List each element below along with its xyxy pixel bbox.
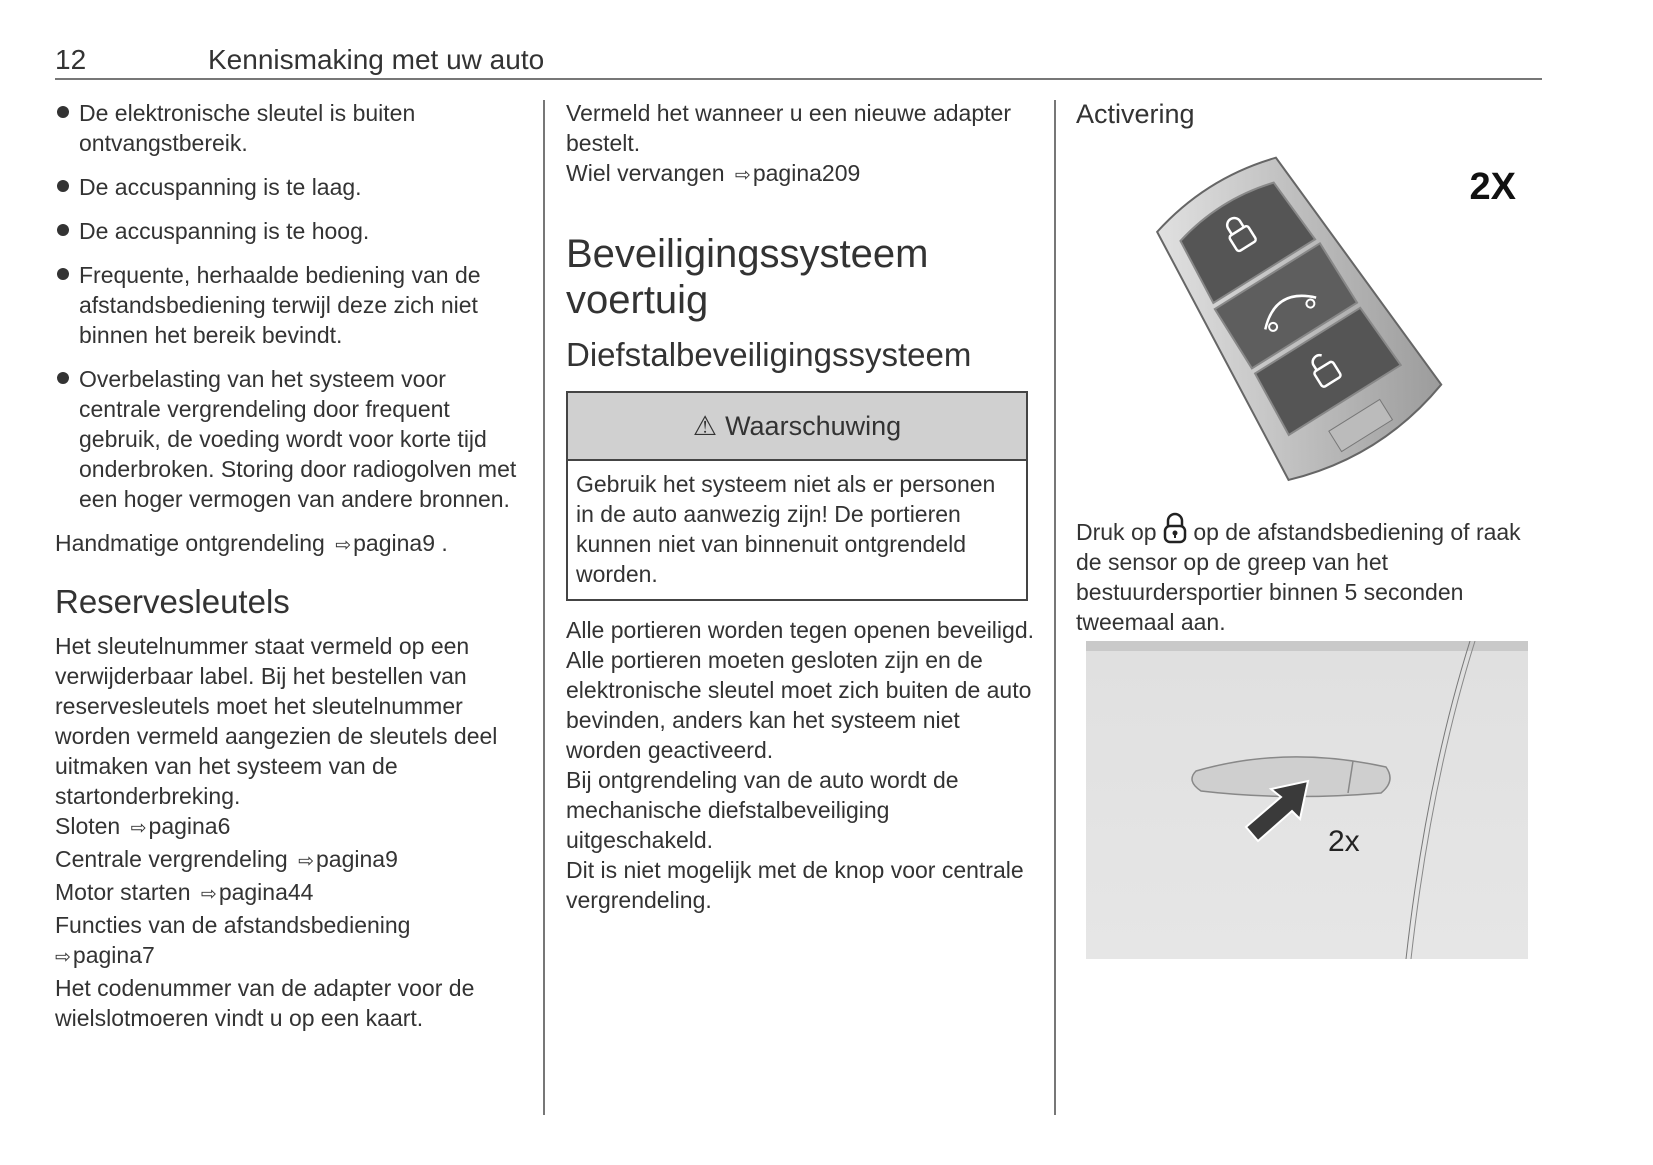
reserve-paragraph: Het sleutelnummer staat vermeld op een verwijderbaar label. Bij het bestellen van reservesleutels moet het sleutelnummer worden vermeld aangezien de sleutels deel uitmaken van het systeem van de startonderbreking. [55,633,498,809]
paragraph: Bij ontgrendeling van de auto wordt de mechanische diefstalbeveiliging uitgeschakeld. [566,767,959,853]
paragraph: Alle portieren worden tegen openen beveiligd. [566,617,1034,643]
warning-body: Gebruik het systeem niet als er personen in de auto aanwezig zijn! De portieren kunnen niet van binnenuit ontgrendeld worden. [576,471,996,587]
page-header [55,42,1542,80]
list-item: De accuspanning is te hoog. [55,216,525,246]
arrow-right-icon: ⇨ [55,947,71,968]
warning-triangle-icon: ⚠ [692,411,718,441]
page-link[interactable]: pagina209 [752,160,861,186]
column-3 [1076,98,1546,959]
arrow-right-icon: ⇨ [335,535,352,556]
press-twice-label: 2x [1328,825,1360,858]
section-heading-reservesleutels: Reservesleutels [55,583,290,620]
arrow-right-icon: ⇨ [200,884,217,905]
page-number: 12 [55,44,87,75]
wheel-reference[interactable]: Wiel vervangen ⇨pagina209 [566,160,861,186]
door-handle-illustration [1086,641,1528,959]
paragraph: Dit is niet mogelijk met de knop voor centrale vergrendeling. [566,857,1024,913]
cross-reference[interactable]: Functies van de afstandsbediening ⇨pagina7 [55,912,411,968]
cross-reference[interactable]: Sloten ⇨pagina6 [55,813,231,839]
adapter-paragraph-continued: Vermeld het wanneer u een nieuwe adapter bestelt. [566,100,1011,156]
page-link[interactable]: pagina9 [353,530,435,556]
key-fob-icon [1116,152,1476,492]
cross-reference[interactable]: Centrale vergrendeling ⇨pagina9 [55,846,398,872]
chapter-heading: Beveiligingssysteem voertuig [566,232,929,322]
arrow-right-icon: ⇨ [734,165,751,186]
column-2 [566,98,1036,915]
page-link[interactable]: pagina7 [72,942,155,968]
list-item: De accuspanning is te laag. [55,172,525,202]
section-heading-diefstal: Diefstalbeveiligingssysteem [566,336,972,373]
arrow-right-icon: ⇨ [298,851,315,872]
page-link[interactable]: pagina6 [148,813,231,839]
activation-instruction: Druk op op de afstandsbediening of raak de sensor op de greep van het bestuurdersportier binnen 5 seconden tweemaal aan. [1076,512,1546,637]
column-divider [543,100,545,1115]
section-title: Kennismaking met uw auto [208,44,545,75]
door-handle-icon [1086,641,1528,959]
warning-box [566,391,1028,601]
list-item: De elektronische sleutel is buiten ontvangstbereik. [55,98,525,158]
page-link[interactable]: pagina9 [316,846,398,872]
page-link[interactable]: pagina44 [218,879,314,905]
arrow-right-icon: ⇨ [130,818,147,839]
paragraph: Alle portieren moeten gesloten zijn en de elektronische sleutel moet zich buiten de auto bevinden, anders kan het systeem niet worden geactiveerd. [566,647,1032,763]
press-twice-label: 2X [1469,166,1516,208]
manual-unlock-reference[interactable]: Handmatige ontgrendeling ⇨pagina9 . [55,530,448,556]
section-heading-activering: Activering [1076,99,1195,129]
list-item: Frequente, herhaalde bediening van de afstandsbediening terwijl deze zich niet binnen het bereik bevindt. [55,260,525,350]
fault-list [55,98,525,514]
warning-title: Waarschuwing [725,411,902,441]
list-item: Overbelasting van het systeem voor centrale vergrendeling door frequent gebruik, de voeding wordt voor korte tijd onderbroken. Storing door radiogolven met een hoger vermogen van andere bronnen. [55,364,525,514]
warning-header [568,393,1026,461]
column-1 [55,98,525,1033]
column-divider [1054,100,1056,1115]
cross-reference[interactable]: Motor starten ⇨pagina44 [55,879,314,905]
adapter-paragraph: Het codenummer van de adapter voor de wielslotmoeren vindt u op een kaart. [55,975,475,1031]
lock-icon [1163,512,1187,544]
key-fob-illustration [1116,152,1516,492]
